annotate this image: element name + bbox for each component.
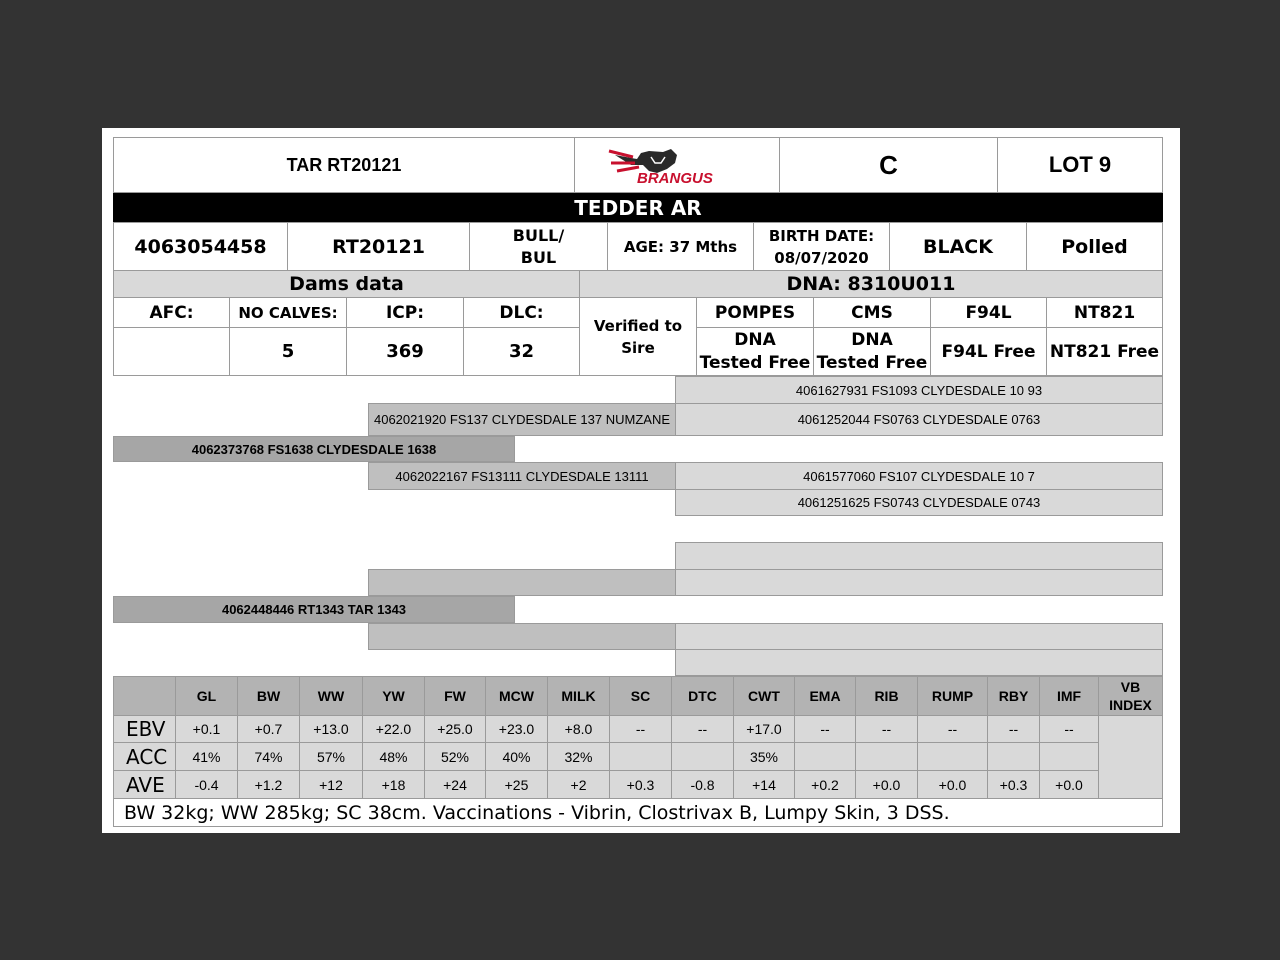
epd-cell: +0.2 bbox=[794, 770, 856, 799]
epd-cell: -0.8 bbox=[671, 770, 734, 799]
pedigree-sire-sire-sire: 4061627931 FS1093 CLYDESDALE 10 93 bbox=[675, 376, 1163, 404]
cms-label: CMS bbox=[813, 297, 931, 328]
epd-cell: +8.0 bbox=[547, 715, 610, 743]
epd-cell: 40% bbox=[485, 742, 548, 771]
epd-cell: +14 bbox=[733, 770, 795, 799]
afc-label: AFC: bbox=[113, 297, 230, 328]
epd-cell bbox=[671, 742, 734, 771]
epd-cell bbox=[794, 742, 856, 771]
epd-cell: -0.4 bbox=[175, 770, 238, 799]
polled-status: Polled bbox=[1026, 222, 1163, 271]
icp-label: ICP: bbox=[346, 297, 464, 328]
epd-cell: +0.0 bbox=[855, 770, 918, 799]
epd-col-header: MCW bbox=[485, 676, 548, 716]
epd-cell: +23.0 bbox=[485, 715, 548, 743]
epd-cell bbox=[1039, 742, 1099, 771]
pedigree-sire: 4062373768 FS1638 CLYDESDALE 1638 bbox=[113, 436, 515, 462]
epd-col-header: CWT bbox=[733, 676, 795, 716]
pedigree-dam-dam-sire bbox=[675, 623, 1163, 650]
epd-corner bbox=[113, 676, 176, 716]
dna-header: DNA: 8310U011 bbox=[579, 270, 1163, 298]
pedigree-sire-dam-dam: 4061251625 FS0743 CLYDESDALE 0743 bbox=[675, 489, 1163, 516]
f94l-result: F94L Free bbox=[930, 327, 1047, 376]
epd-col-header: EMA bbox=[794, 676, 856, 716]
pedigree-dam-dam bbox=[368, 623, 676, 650]
epd-cell: +25.0 bbox=[424, 715, 486, 743]
epd-cell: +25 bbox=[485, 770, 548, 799]
age: AGE: 37 Mths bbox=[607, 222, 754, 271]
nt821-label: NT821 bbox=[1046, 297, 1163, 328]
ident: RT20121 bbox=[287, 222, 470, 271]
epd-cell: 48% bbox=[362, 742, 425, 771]
class-cell: C bbox=[779, 137, 998, 193]
epd-cell: 57% bbox=[299, 742, 363, 771]
dlc-value: 32 bbox=[463, 327, 580, 376]
epd-cell: +24 bbox=[424, 770, 486, 799]
epd-cell bbox=[855, 742, 918, 771]
epd-cell bbox=[917, 742, 988, 771]
epd-cell: +1.2 bbox=[237, 770, 300, 799]
epd-cell: +0.1 bbox=[175, 715, 238, 743]
svg-text:BRANGUS: BRANGUS bbox=[637, 170, 713, 187]
epd-col-header: MILK bbox=[547, 676, 610, 716]
epd-cell: +13.0 bbox=[299, 715, 363, 743]
epd-cell: +0.3 bbox=[609, 770, 672, 799]
pedigree-dam-sire bbox=[368, 569, 676, 596]
pedigree-dam-sire-sire bbox=[675, 542, 1163, 570]
pompes-result: DNA Tested Free bbox=[696, 327, 814, 376]
notes: BW 32kg; WW 285kg; SC 38cm. Vaccinations - Vibrin, Clostrivax B, Lumpy Skin, 3 DSS. bbox=[113, 798, 1163, 827]
pedigree-sire-dam-sire: 4061577060 FS107 CLYDESDALE 10 7 bbox=[675, 462, 1163, 490]
cms-result: DNA Tested Free bbox=[813, 327, 931, 376]
epd-cell bbox=[987, 742, 1040, 771]
epd-cell: +22.0 bbox=[362, 715, 425, 743]
epd-cell: +0.0 bbox=[1039, 770, 1099, 799]
animal-name: TEDDER AR bbox=[113, 193, 1163, 222]
epd-col-header: RBY bbox=[987, 676, 1040, 716]
vb-index-header: VB INDEX bbox=[1098, 676, 1163, 716]
epd-cell: -- bbox=[609, 715, 672, 743]
no-calves-value: 5 bbox=[229, 327, 347, 376]
epd-cell bbox=[609, 742, 672, 771]
epd-row-label: ACC bbox=[113, 742, 176, 771]
pedigree-sire-sire-dam: 4061252044 FS0763 CLYDESDALE 0763 bbox=[675, 403, 1163, 436]
epd-col-header: GL bbox=[175, 676, 238, 716]
epd-row-label: EBV bbox=[113, 715, 176, 743]
epd-cell: -- bbox=[855, 715, 918, 743]
pedigree-sire-sire: 4062021920 FS137 CLYDESDALE 137 NUMZANE bbox=[368, 403, 676, 436]
epd-cell: +17.0 bbox=[733, 715, 795, 743]
epd-cell: 74% bbox=[237, 742, 300, 771]
afc-value bbox=[113, 327, 230, 376]
epd-cell: +0.3 bbox=[987, 770, 1040, 799]
epd-cell: -- bbox=[917, 715, 988, 743]
brangus-logo bbox=[574, 137, 780, 193]
epd-cell: -- bbox=[987, 715, 1040, 743]
vb-index-value bbox=[1098, 715, 1163, 799]
epd-cell: 52% bbox=[424, 742, 486, 771]
bull-head-icon bbox=[607, 143, 747, 187]
tag-cell: TAR RT20121 bbox=[113, 137, 575, 193]
lot-cell: LOT 9 bbox=[997, 137, 1163, 193]
pedigree-sire-dam: 4062022167 FS13111 CLYDESDALE 13111 bbox=[368, 462, 676, 490]
epd-cell: 41% bbox=[175, 742, 238, 771]
epd-cell: -- bbox=[671, 715, 734, 743]
pedigree-dam-dam-dam bbox=[675, 649, 1163, 676]
epd-col-header: BW bbox=[237, 676, 300, 716]
epd-col-header: YW bbox=[362, 676, 425, 716]
epd-cell: -- bbox=[1039, 715, 1099, 743]
epd-cell: +18 bbox=[362, 770, 425, 799]
no-calves-label: NO CALVES: bbox=[229, 297, 347, 328]
epd-cell: +0.7 bbox=[237, 715, 300, 743]
lot-card bbox=[102, 128, 1180, 833]
epd-cell: 32% bbox=[547, 742, 610, 771]
epd-col-header: RIB bbox=[855, 676, 918, 716]
epd-col-header: FW bbox=[424, 676, 486, 716]
pedigree-dam-sire-dam bbox=[675, 569, 1163, 596]
nt821-result: NT821 Free bbox=[1046, 327, 1163, 376]
birth-date: BIRTH DATE: 08/07/2020 bbox=[753, 222, 890, 271]
epd-col-header: WW bbox=[299, 676, 363, 716]
epd-col-header: SC bbox=[609, 676, 672, 716]
epd-cell: -- bbox=[794, 715, 856, 743]
colour: BLACK bbox=[889, 222, 1027, 271]
sex: BULL/ BUL bbox=[469, 222, 608, 271]
verified-to-sire: Verified to Sire bbox=[579, 297, 697, 376]
epd-cell: +2 bbox=[547, 770, 610, 799]
f94l-label: F94L bbox=[930, 297, 1047, 328]
epd-col-header: IMF bbox=[1039, 676, 1099, 716]
id-number: 4063054458 bbox=[113, 222, 288, 271]
epd-col-header: DTC bbox=[671, 676, 734, 716]
epd-cell: 35% bbox=[733, 742, 795, 771]
pedigree-dam: 4062448446 RT1343 TAR 1343 bbox=[113, 596, 515, 623]
epd-cell: +12 bbox=[299, 770, 363, 799]
pompes-label: POMPES bbox=[696, 297, 814, 328]
epd-col-header: RUMP bbox=[917, 676, 988, 716]
epd-cell: +0.0 bbox=[917, 770, 988, 799]
dams-header: Dams data bbox=[113, 270, 580, 298]
epd-row-label: AVE bbox=[113, 770, 176, 799]
dlc-label: DLC: bbox=[463, 297, 580, 328]
icp-value: 369 bbox=[346, 327, 464, 376]
